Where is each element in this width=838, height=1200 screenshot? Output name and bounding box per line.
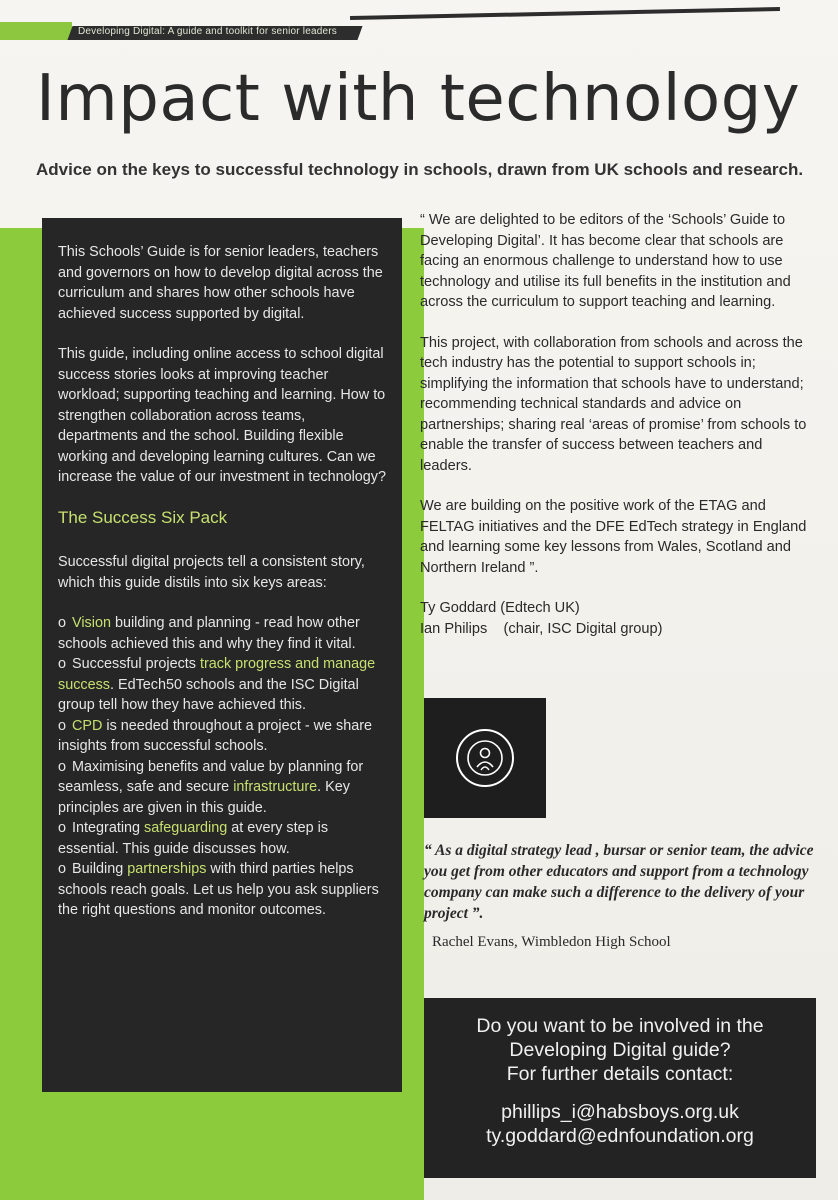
- six-keys-list: [58, 613, 386, 921]
- list-item: o Integrating safeguarding at every step is essential. This guide discusses how.: [58, 820, 329, 857]
- quote-paragraph-2: This project, with collaboration from schools and across the tech industry has the potential to support schools in; simplifying the information that schools have to understand; recommending technical standards and advice on partnerships; sharing real ‘areas of promise’ from schools to enable the transfer of success between teachers and leaders.: [420, 334, 807, 474]
- contact-email-2[interactable]: ty.goddard@ednfoundation.org: [486, 1125, 754, 1147]
- panel-paragraph-2: This guide, including online access to school digital success stories looks at improving teacher workload; supporting teaching and learning. How to strengthen collaboration across teams, departments and the school. Building flexible working and developing learning cultures. Can we increase the value of our investment in technology?: [58, 346, 386, 485]
- list-item: o Maximising benefits and value by planning for seamless, safe and secure infrastructure. Key principles are given in this guide.: [58, 758, 364, 816]
- contact-line-1: Do you want to be involved in the: [476, 1015, 764, 1037]
- signatories: [420, 598, 810, 639]
- panel-paragraph-3: Successful digital projects tell a consistent story, which this guide distils into six keys areas:: [58, 554, 365, 591]
- testimonial-quote: “ As a digital strategy lead , bursar or senior team, the advice you get from other educators and support from a technology company can make such a difference to the delivery of your project ”.: [424, 842, 814, 922]
- panel-intro: This Schools’ Guide is for senior leaders, teachers and governors on how to develop digital across the curriculum and shares how other schools have achieved success supported by digital.: [58, 244, 383, 322]
- signatory-2: Ian Philips (chair, ISC Digital group): [420, 620, 663, 637]
- contact-email-1[interactable]: phillips_i@habsboys.org.uk: [501, 1101, 739, 1123]
- running-header: [0, 14, 790, 44]
- success-six-pack-heading: The Success Six Pack: [58, 507, 228, 527]
- header-green-bar: [0, 22, 72, 40]
- contact-box: [424, 998, 816, 1178]
- list-item: o Vision building and planning - read how other schools achieved this and why they find it vital.: [58, 615, 360, 652]
- quote-paragraph-1: “ We are delighted to be editors of the ‘Schools’ Guide to Developing Digital’. It has become clear that schools are facing an enormous challenge to understand how to use technology and utilise its full benefits in the institution and across the curriculum to support teaching and learning.: [420, 212, 791, 310]
- list-item: o Successful projects track progress and manage success. EdTech50 schools and the ISC Digital group tell how they have achieved this.: [58, 656, 376, 713]
- page-title: Impact with technology: [36, 62, 801, 136]
- signatory-1: Ty Goddard (Edtech UK): [420, 600, 580, 616]
- contact-line-2: Developing Digital guide?: [509, 1039, 731, 1061]
- testimonial-attribution: Rachel Evans, Wimbledon High School: [432, 934, 671, 950]
- quote-paragraph-3: We are building on the positive work of the ETAG and FELTAG initiatives and the DFE EdTech strategy in England and learning some key lessons from Wales, Scotland and Northern Ireland ”.: [420, 498, 807, 576]
- list-item: o Building partnerships with third parties helps schools reach goals. Let us help you ask suppliers the right questions and monitor outcomes.: [58, 861, 379, 918]
- contact-line-3: For further details contact:: [506, 1063, 734, 1085]
- page-subtitle: Advice on the keys to successful technology in schools, drawn from UK schools and research.: [36, 160, 804, 179]
- editors-quote-column: [420, 210, 810, 639]
- list-item: o CPD is needed throughout a project - we share insights from successful schools.: [58, 717, 372, 754]
- people-circle-icon-svg: [453, 726, 517, 790]
- people-circle-icon: [424, 698, 546, 818]
- running-title: Developing Digital: A guide and toolkit for senior leaders: [78, 26, 337, 37]
- left-info-panel: [42, 218, 402, 1092]
